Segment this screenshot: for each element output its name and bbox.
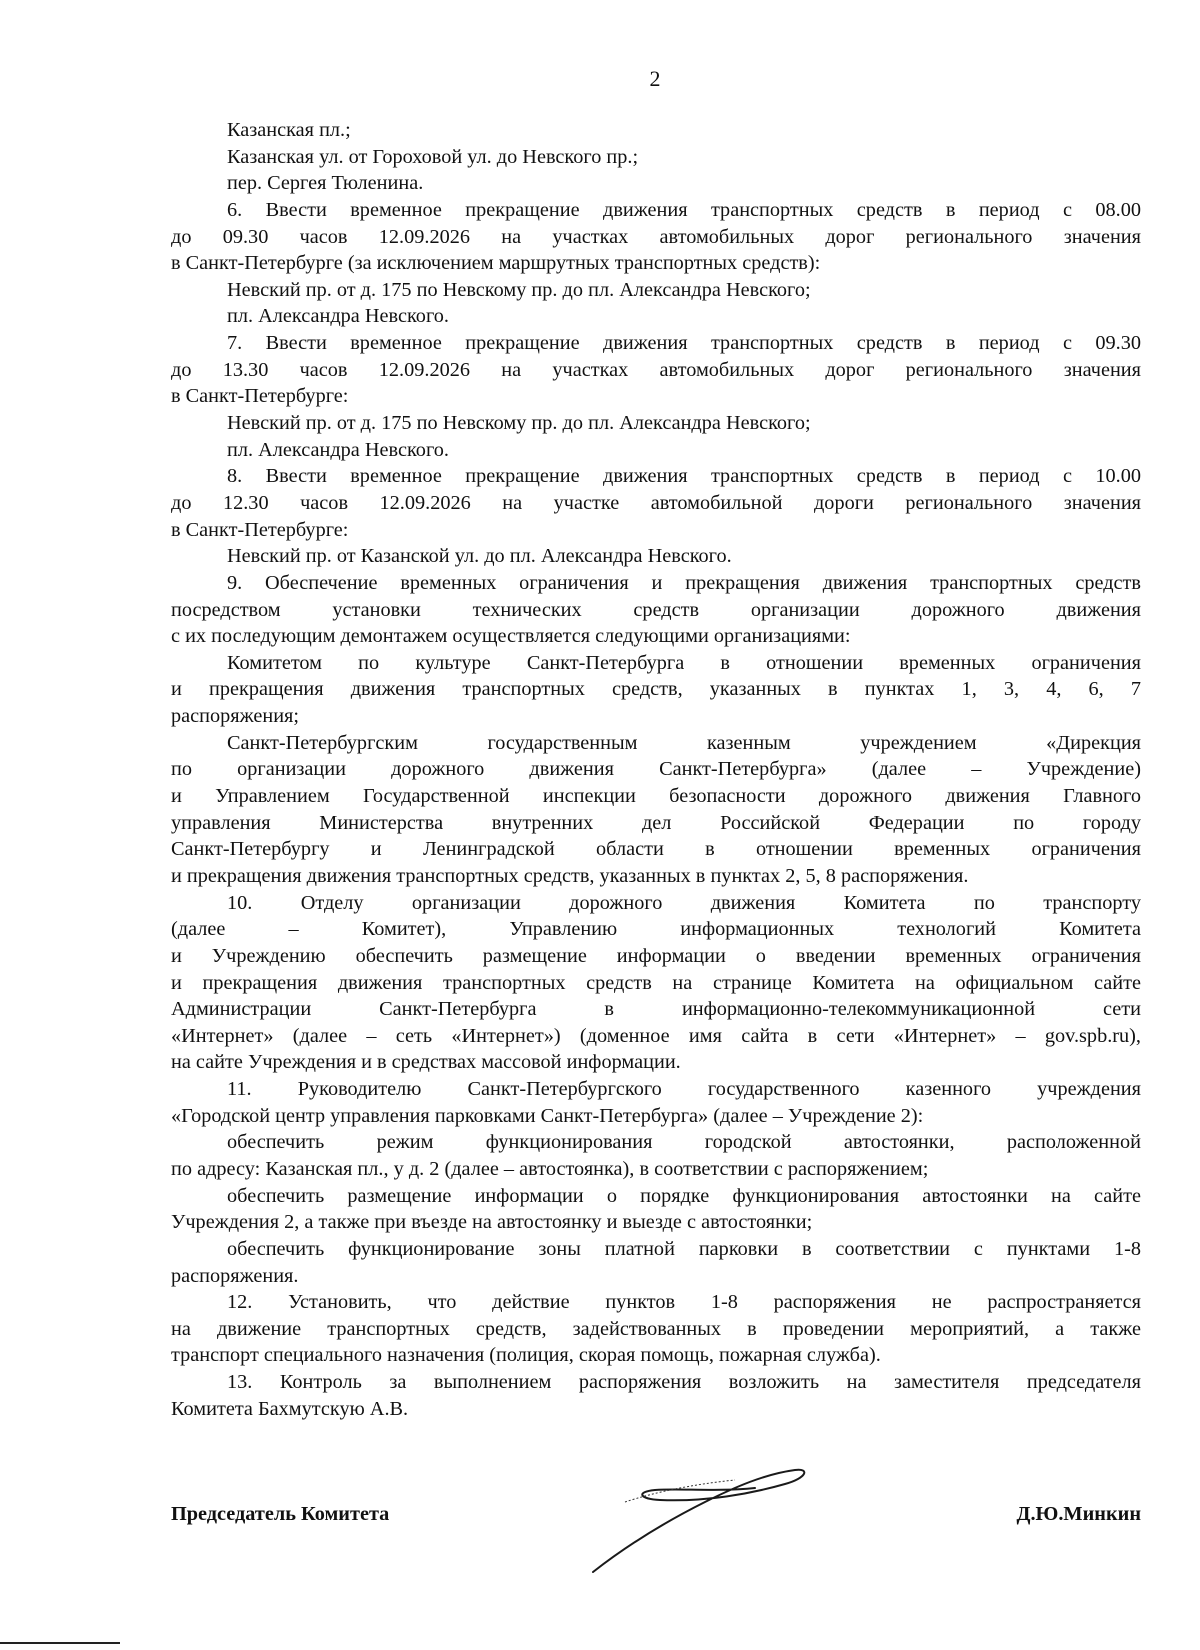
text-line: Комитетом по культуре Санкт-Петербурга в отношении временных ограничения (227, 651, 1141, 674)
text-line: пл. Александра Невского. (227, 305, 449, 328)
text-line: и Учреждению обеспечить размещение информации о введении временных ограничения (171, 944, 1141, 967)
text-line: 10. Отделу организации дорожного движения Комитета по транспорту (227, 891, 1141, 914)
text-line: распоряжения. (171, 1264, 299, 1287)
text-line: по организации дорожного движения Санкт-Петербурга» (далее – Учреждение) (171, 758, 1141, 781)
signatory-name: Д.Ю.Минкин (1016, 1503, 1141, 1525)
text-line: 11. Руководителю Санкт-Петербургского государственного казенного учреждения (227, 1078, 1141, 1101)
text-line: на сайте Учреждения и в средствах массовой информации. (171, 1051, 681, 1074)
text-line: транспорт специального назначения (полиция, скорая помощь, пожарная служба). (171, 1344, 881, 1367)
text-line: на движение транспортных средств, задействованных в проведении мероприятий, а также (171, 1317, 1141, 1340)
text-line: Невский пр. от д. 175 по Невскому пр. до пл. Александра Невского; (227, 412, 811, 435)
text-line: и Управлением Государственной инспекции безопасности дорожного движения Главного (171, 785, 1141, 808)
text-line: Комитета Бахмутскую А.В. (171, 1397, 409, 1420)
text-line: обеспечить функционирование зоны платной парковки в соответствии с пунктами 1-8 (227, 1237, 1141, 1260)
text-line: и прекращения движения транспортных средств, указанных в пунктах 2, 5, 8 распоряжения. (171, 864, 969, 887)
text-line: управления Министерства внутренних дел Российской Федерации по городу (171, 811, 1141, 834)
text-line: Санкт-Петербургским государственным казенным учреждением «Дирекция (227, 731, 1141, 754)
text-line: в Санкт-Петербурге (за исключением маршрутных транспортных средств): (171, 252, 821, 275)
page-number: 2 (649, 66, 661, 91)
text-line: в Санкт-Петербурге: (171, 385, 349, 408)
text-line: пер. Сергея Тюленина. (227, 172, 424, 195)
text-line: и прекращения движения транспортных средств на странице Комитета на официальном сайте (171, 971, 1141, 994)
text-line: Невский пр. от д. 175 по Невскому пр. до пл. Александра Невского; (227, 278, 811, 301)
text-line: 9. Обеспечение временных ограничения и прекращения движения транспортных средств (227, 571, 1141, 594)
text-line: Администрации Санкт-Петербурга в информационно-телекоммуникационной сети (171, 998, 1141, 1021)
document-body (171, 117, 1141, 1422)
text-line: «Интернет» (далее – сеть «Интернет») (доменное имя сайта в сети «Интернет» – gov.spb.ru), (171, 1024, 1141, 1047)
text-line: с их последующим демонтажем осуществляется следующими организациями: (171, 625, 851, 648)
text-line: 13. Контроль за выполнением распоряжения возложить на заместителя председателя (227, 1371, 1141, 1394)
signatory-position: Председатель Комитета (171, 1503, 390, 1525)
text-line: Казанская ул. от Гороховой ул. до Невского пр.; (227, 145, 639, 168)
text-line: Казанская пл.; (227, 119, 351, 141)
text-line: обеспечить размещение информации о порядке функционирования автостоянки на сайте (227, 1184, 1141, 1207)
text-line: Санкт-Петербургу и Ленинградской области в отношении временных ограничения (171, 838, 1141, 861)
text-line: (далее – Комитет), Управлению информационных технологий Комитета (171, 918, 1141, 941)
text-line: до 13.30 часов 12.09.2026 на участках автомобильных дорог регионального значения (171, 358, 1141, 381)
text-line: 8. Ввести временное прекращение движения транспортных средств в период с 10.00 (227, 465, 1141, 488)
text-line: посредством установки технических средств организации дорожного движения (171, 598, 1141, 621)
text-line: «Городской центр управления парковками Санкт-Петербурга» (далее – Учреждение 2): (171, 1104, 924, 1127)
text-line: до 09.30 часов 12.09.2026 на участках автомобильных дорог регионального значения (171, 225, 1141, 248)
text-line: Невский пр. от Казанской ул. до пл. Александра Невского. (227, 545, 732, 568)
text-line: до 12.30 часов 12.09.2026 на участке автомобильной дороги регионального значения (171, 491, 1141, 514)
handwritten-signature (585, 1462, 815, 1582)
text-line: Учреждения 2, а также при въезде на автостоянку и выезде с автостоянки; (171, 1211, 813, 1234)
text-line: в Санкт-Петербурге: (171, 518, 349, 541)
text-line: 7. Ввести временное прекращение движения транспортных средств в период с 09.30 (227, 332, 1141, 355)
text-line: обеспечить режим функционирования городской автостоянки, расположенной (227, 1131, 1141, 1154)
text-line: и прекращения движения транспортных средств, указанных в пунктах 1, 3, 4, 6, 7 (171, 678, 1141, 701)
text-line: распоряжения; (171, 705, 300, 728)
text-line: 12. Установить, что действие пунктов 1-8 распоряжения не распространяется (227, 1291, 1141, 1314)
text-line: пл. Александра Невского. (227, 438, 449, 461)
text-line: 6. Ввести временное прекращение движения транспортных средств в период с 08.00 (227, 198, 1141, 221)
page-edge-mark (0, 1642, 120, 1644)
text-line: по адресу: Казанская пл., у д. 2 (далее – автостоянка), в соответствии с распоряжением; (171, 1157, 929, 1180)
